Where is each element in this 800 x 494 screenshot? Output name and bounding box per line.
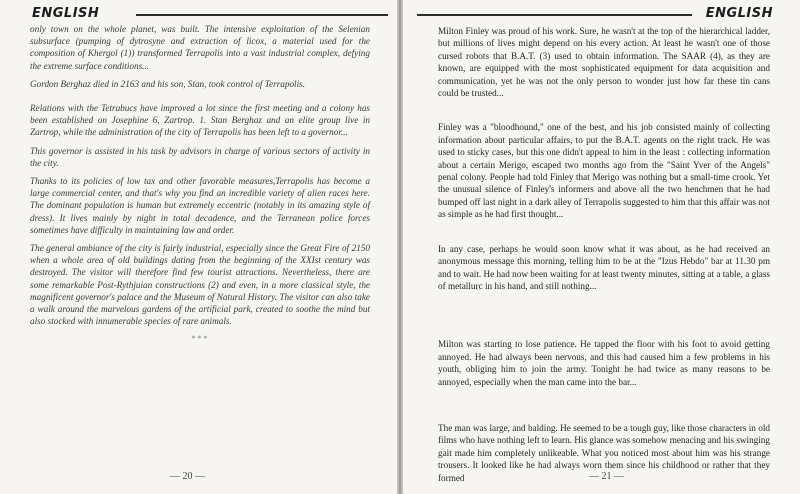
paragraph: Finley was a "bloodhound," one of the best, and his job consisted mainly of collecting information about particular affairs, to put the B.A.T. agents on the right track. He was used to sticky cases, but this one didn't appeal to him in the least : collecting information about a certain Merigo, escaped two months ago from the "Saint Yver of the Angels" penal colony. People had told Finley that Merigo was nothing but a small-time crook. Yet the unusual silence of Finley's informers and above all the two henchmen that he had bumped off last night in a dark alley of Terrapolis suggested to him that this affair was not as simple as he had first thought... bbox=[438, 122, 770, 220]
left-page-header bbox=[18, 6, 388, 22]
right-page-header bbox=[417, 6, 787, 22]
language-heading: ENGLISH bbox=[32, 6, 100, 21]
right-text-column bbox=[438, 25, 770, 484]
header-rule bbox=[417, 14, 692, 16]
page-number: — 20 — bbox=[170, 471, 205, 482]
paragraph: only town on the whole planet, was built. The intensive exploitation of the Selenian subsurface (pumping of dytrosyne and extraction of licox, a material used for the composition of Khergol (1)) transformed Terrapolis into a vast industrial complex, defying the extreme surface conditions... bbox=[30, 24, 370, 71]
paragraph: The general ambiance of the city is fairly industrial, especially since the Great Fire of 2150 when a whole area of old buildings dating from the beginning of the XXIst century was destroyed. The visitor will therefore find few tourist attractions. Nevertheless, there are some remarkable Post-Rythjuian constructions (2) and even, in a more classical style, the magnificent governor's palace and the Museum of Natural History. The visitor can also take a walk around the marvelous gardens of the artificial park, created to soothe the mind but also stocked with innumerable species of rare animals. bbox=[30, 243, 370, 327]
paragraph: Milton was starting to lose patience. He tapped the floor with his foot to avoid getting annoyed. He had always been nervous, and this had caused him a few problems in his youth, obliging him to join the army. Tonight he had twice as many reasons to be annoyed, especially when the man came into the bar... bbox=[438, 339, 770, 387]
paragraph: Thanks to its policies of low tax and other favorable measures,Terrapolis has become a large commercial center, and that's why you find an incredible variety of alien races here. The dominant population is human but extremely eccentric (notably in its amazing style of dress). It lives mainly by night in total decadence, and the Terranean police forces sometimes have difficulty in maintaining law and order. bbox=[30, 176, 370, 235]
left-text-column bbox=[30, 23, 370, 346]
page-number: — 21 — bbox=[589, 471, 624, 482]
paragraph: Gordon Berghaz died in 2163 and his son, Stan, took control of Terrapolis. bbox=[30, 78, 306, 89]
paragraph: In any case, perhaps he would soon know what it was about, as he had received an anonymous message this morning, telling him to be at the "Izus Hebdo" bar at 11.30 pm and to wait. He had now been waiting for at least twenty minutes, sitting at a table, a glass of metallurc in his hand, and still nothing... bbox=[438, 243, 770, 291]
right-page bbox=[403, 0, 800, 494]
left-page bbox=[0, 0, 397, 494]
paragraph: The man was large, and balding. He seemed to be a tough guy, like those characters in old films who have nothing left to learn. His glance was somehow menacing and his swinging gait made him completely unlikeable. What you noticed most about him was his strange trousers. It looked like he had always worn them since his childhood or rather that they formed bbox=[438, 422, 770, 483]
language-heading: ENGLISH bbox=[705, 6, 773, 21]
section-separator: *** bbox=[191, 334, 209, 344]
paragraph: This governor is assisted in his task by advisors in charge of various sectors of activity in the city. bbox=[30, 145, 370, 168]
header-rule bbox=[136, 14, 388, 16]
paragraph: Relations with the Tetrabucs have improved a lot since the first meeting and a colony has been established on Josephine 6, Zartrop. 1. Stan Berghaz and an elite group live in Zartrop, while the administration of the city of Terrapolis has been left to a governor... bbox=[30, 103, 370, 138]
paragraph: Milton Finley was proud of his work. Sure, he wasn't at the top of the hierarchical ladder, but millions of lives might depend on his every action. At least he wasn't one of those cursed robots that B.A.T. (3) used to obtain information. The SAAR (4), as they are known, are equipped with the most sophisticated equipment for data acquisition and communication, yet he was not the only person to wonder just how far these tin cans could be trusted... bbox=[438, 26, 770, 99]
